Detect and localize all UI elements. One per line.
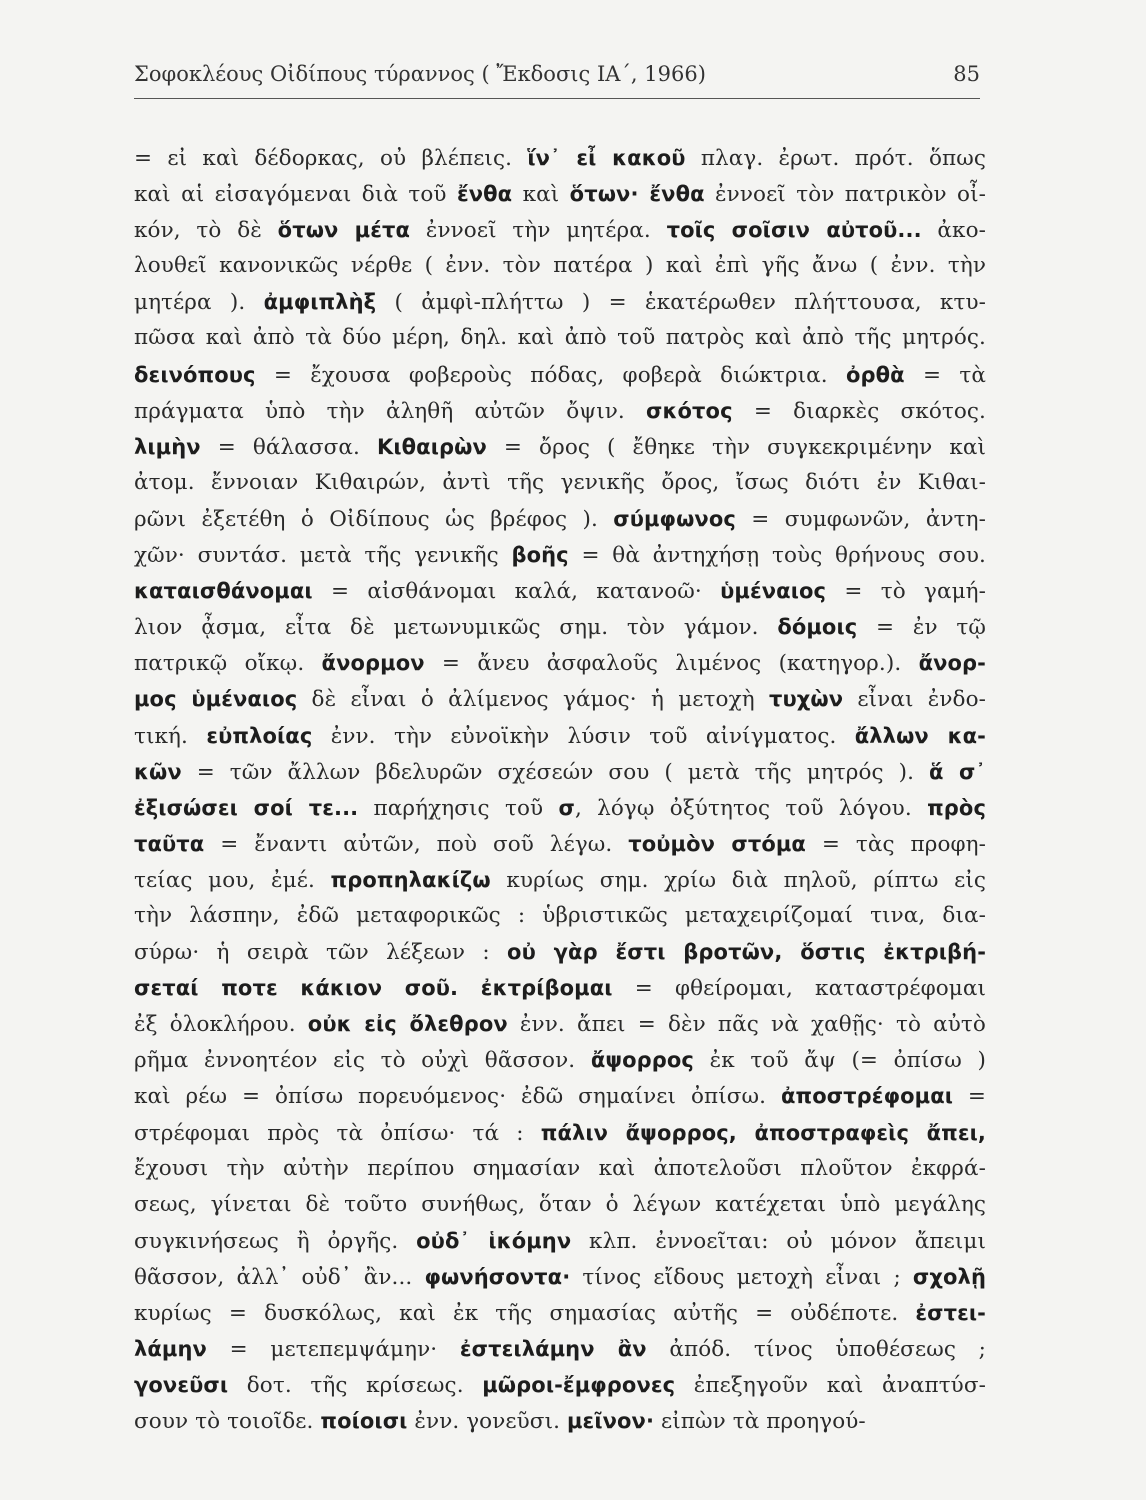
lemma: ὅτων· ἔνθα — [569, 182, 705, 207]
lemma: ἀποστρέφομαι — [780, 1084, 954, 1109]
gloss: τὴν λάσπην, ἐδῶ μεταφορικῶς : ὑβριστικῶς μεταχειρίζομαί τινα, δια- — [134, 902, 986, 928]
lemma: οὐδ᾽ ἱκόμην — [416, 1228, 572, 1253]
lemma: ἐξισώσει σοί τε... — [134, 795, 359, 820]
text-line — [134, 1295, 986, 1331]
gloss: = ὄρος ( ἔθηκε τὴν συγκεκριμένην καὶ — [486, 434, 986, 460]
gloss: κόν, τὸ δὲ — [134, 218, 278, 244]
text-line — [134, 1187, 986, 1223]
gloss: τίνος εἴδους μετοχὴ εἶναι ; — [570, 1264, 913, 1290]
lemma: ταῦτα — [134, 831, 205, 856]
gloss: ἐνν. τὴν εὐνοϊκὴν λύσιν τοῦ αἰνίγματος. — [312, 723, 855, 749]
gloss: = μετεπεμψάμην· — [206, 1337, 460, 1363]
text-line — [134, 1223, 986, 1259]
gloss: = ἄνευ ἀσφαλοῦς λιμένος (κατηγορ.). — [424, 651, 919, 677]
lemma: πάλιν ἄψορρος, ἀποστραφεὶς ἄπει, — [540, 1120, 986, 1145]
lemma: καταισθάνομαι — [134, 579, 313, 604]
lemma: ποίοισι — [320, 1409, 408, 1434]
text-line — [134, 537, 986, 573]
text-line — [134, 862, 986, 898]
lemma: ἄλλων κα- — [854, 723, 986, 748]
text-line — [134, 1006, 986, 1042]
gloss: ἐννοεῖ τὸν πατρικὸν οἶ- — [704, 182, 986, 208]
gloss: χῶν· συντάσ. μετὰ τῆς γενικῆς — [134, 543, 512, 569]
lemma: σ — [558, 795, 575, 820]
lemma: οὐ γὰρ ἔστι βροτῶν, ὅστις ἐκτριβή- — [507, 940, 986, 965]
text-line — [134, 248, 986, 284]
header-rule — [134, 98, 980, 99]
gloss: = θὰ ἀντηχήσῃ τοὺς θρήνους σου. — [568, 543, 986, 569]
gloss: κυρίως = δυσκόλως, καὶ ἐκ τῆς σημασίας αὐτῆς = οὐδέποτε. — [134, 1301, 916, 1326]
text-line — [134, 1151, 986, 1187]
gloss: ἐξ ὁλοκλήρου. — [134, 1012, 308, 1038]
gloss: πατρικῷ οἴκῳ. — [134, 651, 322, 677]
text-line — [134, 790, 986, 826]
lemma: εὐπλοίας — [206, 723, 313, 748]
gloss: = θάλασσα. — [200, 434, 377, 460]
text-line — [134, 501, 986, 537]
gloss: δοτ. τῆς κρίσεως. — [228, 1373, 483, 1399]
gloss: τείας μου, ἐμέ. — [134, 867, 331, 893]
lemma: ἄνορ- — [918, 651, 986, 676]
text-line — [134, 1367, 986, 1403]
gloss: ἀπόδ. τίνος ὑποθέσεως ; — [646, 1337, 986, 1363]
text-line — [134, 934, 986, 970]
lemma: σχολῇ — [912, 1264, 986, 1289]
text-line — [134, 754, 986, 790]
lemma: ἄνορμον — [321, 651, 425, 676]
gloss: πράγματα ὑπὸ τὴν ἀληθῆ αὐτῶν ὄψιν. — [134, 398, 647, 424]
gloss: τική. — [134, 723, 207, 749]
gloss: = ἐν τῷ — [857, 615, 986, 641]
gloss: = τὰς προφη- — [805, 831, 986, 857]
lemma: ἔνθα — [456, 182, 513, 207]
lemma: δόμοις — [777, 615, 858, 640]
running-title: Σοφοκλέους Οἰδίπους τύραννος ( Ἔκδοσις ΙΑ΄, 1966) — [134, 62, 706, 86]
lemma: κῶν — [134, 759, 182, 784]
text-line — [134, 826, 986, 862]
text-line — [134, 1115, 986, 1151]
lemma: ἀμφιπλὴξ — [263, 290, 377, 315]
gloss: = — [953, 1084, 986, 1110]
text-line — [134, 393, 986, 429]
gloss: = τὰ — [904, 362, 986, 388]
text-line — [134, 1331, 986, 1367]
text-line — [134, 1042, 986, 1078]
text-line — [134, 429, 986, 465]
commentary-text — [134, 140, 986, 1439]
gloss: σουν τὸ τοιοῖδε. — [134, 1409, 321, 1435]
gloss: λουθεῖ κανονικῶς νέρθε ( ἐνν. τὸν πατέρα ) καὶ ἐπὶ γῆς ἄνω ( ἐνν. τὴν — [134, 253, 986, 279]
gloss: = αἰσθάνομαι καλά, κατανοῶ· — [312, 579, 721, 605]
gloss: μητέρα ). — [134, 290, 264, 316]
text-line — [134, 898, 986, 934]
text-line — [134, 609, 986, 645]
text-line — [134, 212, 986, 248]
text-line — [134, 1259, 986, 1295]
text-line — [134, 465, 986, 501]
gloss: συγκινήσεως ἢ ὀργῆς. — [134, 1228, 417, 1254]
lemma: μος ὑμέναιος — [134, 687, 298, 712]
page-header — [134, 62, 980, 86]
gloss: κυρίως σημ. χρίω διὰ πηλοῦ, ρίπτω εἰς — [490, 867, 986, 893]
text-line — [134, 718, 986, 754]
gloss: καὶ ρέω = ὀπίσω πορευόμενος· ἐδῶ σημαίνει ὀπίσω. — [134, 1084, 781, 1110]
text-line — [134, 320, 986, 356]
lemma: ἅ σ᾽ — [929, 759, 986, 784]
lemma: σύμφωνος — [613, 506, 736, 531]
text-line — [134, 573, 986, 609]
lemma: ἵν᾽ εἶ κακοῦ — [527, 146, 686, 170]
text-line — [134, 645, 986, 681]
gloss: = τὸ γαμή- — [826, 579, 986, 605]
lemma: ἐστει- — [915, 1301, 986, 1325]
lemma: τοὐμὸν στόμα — [628, 831, 806, 856]
text-line — [134, 681, 986, 717]
gloss: = ἔναντι αὐτῶν, ποὺ σοῦ λέγω. — [204, 831, 629, 857]
lemma: δεινόπους — [134, 362, 256, 387]
lemma: μῶροι-ἔμφρονες — [482, 1373, 676, 1398]
gloss: ἔχουσι τὴν αὐτὴν περίπου σημασίαν καὶ ἀποτελοῦσι πλοῦτον ἐκφρά- — [134, 1155, 986, 1181]
gloss: , λόγῳ ὀξύτητος τοῦ λόγου. — [574, 795, 928, 821]
lemma: βοῆς — [511, 543, 569, 568]
lemma: μεῖνον· — [566, 1409, 655, 1434]
gloss: κλπ. ἐννοεῖται: οὐ μόνον ἄπειμι — [571, 1228, 986, 1254]
gloss: ἀκο- — [921, 218, 986, 244]
lemma: ὅτων μέτα — [277, 218, 411, 243]
lemma: σκότος — [646, 398, 733, 423]
text-line — [134, 1078, 986, 1114]
gloss: = συμφωνῶν, ἀντη- — [735, 506, 986, 532]
lemma: ὀρθὰ — [845, 362, 905, 387]
text-line — [134, 140, 986, 176]
lemma: λιμὴν — [134, 434, 201, 459]
gloss: δὲ εἶναι ὁ ἀλίμενος γάμος· ἡ μετοχὴ — [297, 687, 769, 713]
lemma: τυχὼν — [768, 687, 844, 712]
gloss: πλαγ. ἐρωτ. πρότ. ὅπως — [685, 146, 986, 171]
lemma: ἄψορρος — [590, 1048, 694, 1073]
gloss: στρέφομαι πρὸς τὰ ὀπίσω· τά : — [134, 1120, 541, 1146]
text-line — [134, 357, 986, 393]
lemma: τοῖς σοῖσιν αὐτοῦ... — [666, 218, 922, 243]
lemma: φωνήσοντα· — [424, 1264, 571, 1289]
lemma: γονεῦσι — [134, 1373, 229, 1398]
lemma: ὑμέναιος — [720, 579, 827, 604]
lemma: ἐστειλάμην ἂν — [459, 1337, 647, 1362]
gloss: = διαρκὲς σκότος. — [732, 398, 986, 424]
lemma: προπηλακίζω — [330, 867, 491, 892]
lemma: Κιθαιρὼν — [377, 434, 487, 459]
gloss: ρῆμα ἐννοητέον εἰς τὸ οὐχὶ θᾶσσον. — [134, 1048, 591, 1074]
lemma: οὐκ εἰς ὄλεθρον — [307, 1012, 508, 1037]
gloss: = τῶν ἄλλων βδελυρῶν σχέσεών σου ( μετὰ τῆς μητρός ). — [181, 759, 929, 785]
gloss: καὶ — [512, 182, 570, 208]
gloss: λιον ᾆσμα, εἶτα δὲ μετωνυμικῶς σημ. τὸν γάμον. — [134, 615, 778, 641]
gloss: ἐννοεῖ τὴν μητέρα. — [410, 218, 667, 244]
gloss: ( ἀμφὶ-πλήττω ) = ἑκατέρωθεν πλήττουσα, κτυ- — [376, 290, 986, 316]
gloss: = εἰ καὶ δέδορκας, οὐ βλέπεις. — [134, 146, 528, 171]
gloss: σύρω· ἡ σειρὰ τῶν λέξεων : — [134, 940, 508, 966]
text-line — [134, 1403, 986, 1439]
text-line — [134, 284, 986, 320]
lemma: πρὸς — [927, 795, 986, 820]
gloss: = ἔχουσα φοβεροὺς πόδας, φοβερὰ διώκτρια. — [255, 362, 846, 388]
gloss: ἐπεξηγοῦν καὶ ἀναπτύσ- — [675, 1373, 986, 1399]
gloss: ἐνν. γονεῦσι. — [407, 1409, 567, 1435]
gloss: παρήχησις τοῦ — [358, 795, 559, 821]
gloss: σεως, γίνεται δὲ τοῦτο συνήθως, ὅταν ὁ λέγων κατέχεται ὑπὸ μεγάλης — [134, 1191, 986, 1217]
text-line — [134, 970, 986, 1006]
gloss: εἰπὼν τὰ προηγού- — [654, 1409, 866, 1435]
lemma: σεταί ποτε κάκιον σοῦ. ἐκτρίβομαι — [134, 976, 613, 1001]
gloss: πῶσα καὶ ἀπὸ τὰ δύο μέρη, δηλ. καὶ ἀπὸ τοῦ πατρὸς καὶ ἀπὸ τῆς μητρός. — [134, 325, 986, 351]
gloss: ἐνν. ἄπει = δὲν πᾶς νὰ χαθῇς· τὸ αὐτὸ — [507, 1012, 986, 1038]
gloss: θᾶσσον, ἀλλ᾽ οὐδ᾽ ἂν... — [134, 1264, 425, 1290]
text-line — [134, 176, 986, 212]
gloss: ρῶνι ἐξετέθη ὁ Οἰδίπους ὡς βρέφος ). — [134, 506, 614, 532]
gloss: εἶναι ἐνδο- — [843, 687, 986, 713]
page-number: 85 — [953, 62, 980, 86]
gloss: ἀτομ. ἔννοιαν Κιθαιρών, ἀντὶ τῆς γενικῆς ὄρος, ἴσως διότι ἐν Κιθαι- — [134, 469, 986, 495]
lemma: λάμην — [134, 1337, 207, 1362]
gloss: = φθείρομαι, καταστρέφομαι — [612, 976, 986, 1002]
gloss: ἐκ τοῦ ἄψ (= ὀπίσω ) — [693, 1048, 986, 1074]
gloss: καὶ αἱ εἰσαγόμεναι διὰ τοῦ — [134, 182, 457, 208]
